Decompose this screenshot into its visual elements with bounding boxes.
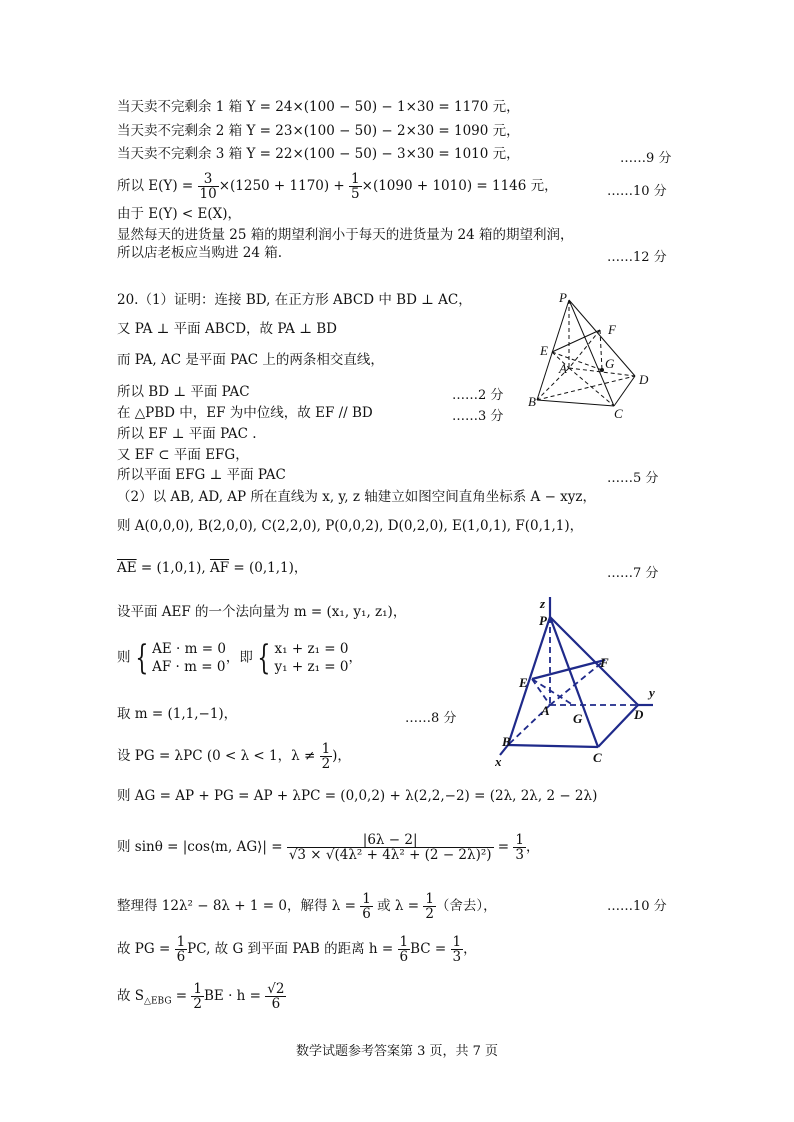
text: 则 sinθ = |cos⟨m, AG⟩| =	[117, 839, 287, 855]
text: =	[493, 839, 514, 855]
solve-line	[117, 892, 497, 921]
score-mark: ……2 分	[452, 388, 504, 403]
vector: $\overline{AF}$	[209, 560, 230, 576]
score-mark: ……12 分	[607, 250, 667, 265]
text-line: 设平面 AEF 的一个法向量为 m = (x₁, y₁, z₁)，	[117, 604, 407, 620]
numerator: 1	[452, 934, 462, 950]
denominator: 3	[515, 847, 525, 863]
score-mark: ……10 分	[607, 184, 667, 199]
numerator: 1	[176, 934, 186, 950]
text-line: 在 △PBD 中，EF 为中位线，故 EF // BD	[117, 405, 373, 421]
vector: $\overline{AE}$	[117, 560, 137, 576]
text-line: 20.（1）证明：连接 BD, 在正方形 ABCD 中 BD ⊥ AC，	[117, 292, 472, 308]
sin-line	[117, 833, 540, 862]
pyramid-figure-1	[522, 290, 672, 420]
score-mark: ……7 分	[607, 566, 659, 581]
text: 故 PG =	[117, 941, 175, 957]
label-x: x	[495, 754, 502, 769]
label-z: z	[540, 596, 546, 611]
vector-line	[117, 560, 307, 577]
text: 故 S	[117, 988, 145, 1004]
fraction	[349, 172, 362, 201]
text: ，	[463, 941, 477, 957]
text: ，即	[225, 649, 253, 666]
distance-line	[117, 935, 477, 964]
brace: {	[134, 638, 148, 678]
fraction	[423, 892, 436, 921]
text: BE · h =	[204, 988, 266, 1004]
text: ，	[526, 839, 540, 855]
label-C: C	[593, 750, 602, 765]
numerator: 1	[425, 891, 434, 907]
label-A: A	[559, 361, 567, 376]
text-line: 当天卖不完剩余 3 箱 Y = 22×(100 − 50) − 3×30 = 1010 元，	[117, 146, 520, 162]
label-y: y	[649, 685, 655, 700]
fraction	[198, 172, 219, 201]
label-P: P	[539, 613, 547, 628]
system	[275, 640, 349, 676]
equation: AE · m = 0	[152, 641, 226, 657]
text-line: 显然每天的进货量 25 箱的期望利润小于每天的进货量为 24 箱的期望利润，	[117, 227, 574, 243]
equation: y₁ + z₁ = 0	[274, 659, 349, 675]
fraction	[398, 935, 411, 964]
label-B: B	[528, 394, 536, 409]
denominator: 5	[351, 186, 360, 202]
equation: x₁ + z₁ = 0	[274, 641, 349, 657]
text: =	[171, 988, 192, 1004]
equation: AF · m = 0	[152, 659, 226, 675]
area-line	[117, 982, 286, 1011]
text: ，	[348, 649, 362, 666]
denominator: 3	[452, 949, 462, 965]
numerator: 1	[399, 934, 409, 950]
text-line: 所以店老板应当购进 24 箱.	[117, 245, 283, 261]
denominator: 2	[425, 906, 434, 922]
numerator: |6λ − 2|	[287, 833, 494, 848]
text-line: 当天卖不完剩余 1 箱 Y = 24×(100 − 50) − 1×30 = 1170 元，	[117, 99, 520, 115]
fraction	[265, 982, 286, 1011]
text-line: 则 A(0,0,0), B(2,0,0), C(2,2,0), P(0,0,2), D(0,2,0), E(1,0,1), F(0,1,1)，	[117, 518, 584, 534]
text: ×(1250 + 1170) +	[218, 178, 350, 194]
numerator: 1	[351, 171, 360, 187]
denominator: 6	[362, 906, 371, 922]
system-line	[117, 640, 362, 676]
text: ×(1090 + 1010) = 1146 元，	[361, 178, 558, 194]
label-E: E	[519, 675, 528, 690]
expectation-line	[117, 172, 558, 201]
text: 所以 E(Y) =	[117, 178, 198, 194]
denominator: 2	[321, 756, 331, 772]
text: 整理得 12λ² − 8λ + 1 = 0，解得 λ =	[117, 898, 361, 914]
numerator: 1	[321, 741, 331, 757]
fraction	[175, 935, 188, 964]
score-mark: ……9 分	[620, 151, 672, 166]
label-G: G	[605, 356, 615, 371]
score-mark: ……5 分	[607, 471, 659, 486]
text-line: 而 PA, AC 是平面 PAC 上的两条相交直线，	[117, 352, 384, 368]
text: = (0,1,1)，	[229, 560, 308, 576]
numerator: √2	[267, 981, 285, 997]
denominator: 6	[271, 996, 281, 1012]
text: )，	[332, 748, 351, 764]
text-line: 所以平面 EFG ⊥ 平面 PAC	[117, 467, 286, 483]
denominator: 6	[176, 949, 186, 965]
denominator: 2	[193, 996, 203, 1012]
pyramid-figure-2	[495, 595, 675, 770]
label-P: P	[559, 290, 567, 305]
numerator: 1	[193, 981, 203, 997]
score-mark: ……10 分	[607, 899, 667, 914]
brace: {	[257, 638, 271, 678]
denominator: √3 × √(4λ² + 4λ² + (2 − 2λ)²)	[288, 847, 492, 863]
text-line: （2）以 AB, AD, AP 所在直线为 x, y, z 轴建立如图空间直角坐标系 A − xyz，	[117, 489, 597, 505]
label-F: F	[600, 655, 609, 670]
label-D: D	[639, 372, 649, 387]
text-line: 所以 EF ⊥ 平面 PAC .	[117, 426, 257, 442]
text: 设 PG = λPC (0 < λ < 1，λ ≠	[117, 748, 320, 764]
fraction	[451, 935, 464, 964]
label-E: E	[540, 343, 548, 358]
score-mark: ……3 分	[452, 409, 504, 424]
text-line: 又 EF ⊂ 平面 EFG，	[117, 447, 249, 463]
text-line: 取 m = (1,1,−1)，	[117, 706, 238, 722]
fraction	[360, 892, 373, 921]
text: （舍去），	[435, 898, 497, 914]
label-B: B	[502, 734, 511, 749]
text-line: 由于 E(Y) < E(X)，	[117, 206, 241, 222]
numerator: 3	[198, 172, 219, 187]
label-F: F	[608, 322, 616, 337]
label-G: G	[573, 711, 583, 726]
system	[152, 640, 226, 676]
fraction	[287, 833, 494, 862]
subscript: △EBG	[144, 996, 172, 1007]
page-footer: 数学试题参考答案第 3 页，共 7 页	[295, 1044, 499, 1059]
fraction	[320, 742, 333, 771]
score-mark: ……8 分	[405, 711, 457, 726]
numerator: 1	[515, 832, 525, 848]
denominator: 6	[399, 949, 409, 965]
text-line: 则 AG = AP + PG = AP + λPC = (0,0,2) + λ(2,2,−2) = (2λ, 2λ, 2 − 2λ)	[117, 788, 598, 804]
text: = (1,0,1),	[136, 560, 210, 576]
pg-line	[117, 742, 351, 771]
fraction	[191, 982, 204, 1011]
text-line: 又 PA ⊥ 平面 ABCD，故 PA ⊥ BD	[117, 321, 337, 337]
numerator: 1	[362, 891, 371, 907]
label-C: C	[614, 406, 623, 420]
label-D: D	[634, 707, 644, 722]
denominator: 10	[199, 186, 217, 202]
text: PC, 故 G 到平面 PAB 的距离 h =	[187, 941, 398, 957]
label-A: A	[541, 703, 550, 718]
text: 则	[117, 649, 131, 666]
text: BC =	[410, 941, 451, 957]
fraction	[513, 833, 526, 862]
text-line: 所以 BD ⊥ 平面 PAC	[117, 384, 250, 400]
text: 或 λ =	[372, 898, 424, 914]
text-line: 当天卖不完剩余 2 箱 Y = 23×(100 − 50) − 2×30 = 1090 元，	[117, 123, 520, 139]
